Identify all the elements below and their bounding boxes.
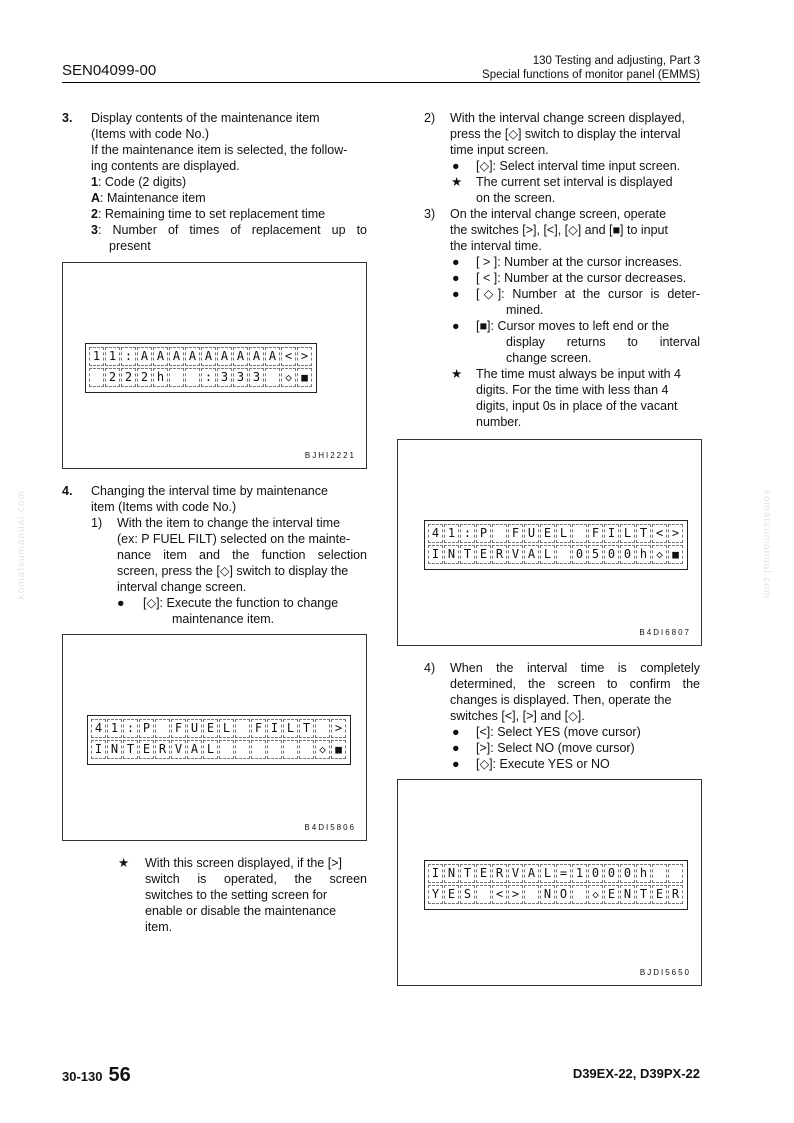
bullet-text: [ < ]: Number at the cursor decreases.	[476, 271, 687, 285]
lcd-cell: P	[476, 524, 491, 543]
step-4-number: 4)	[424, 661, 436, 675]
lcd-cell: T	[123, 740, 138, 759]
item-4-line: item (Items with code No.)	[91, 500, 237, 514]
bullet-icon: ●	[117, 596, 125, 610]
lcd-cell: :	[123, 719, 138, 738]
lcd-cell: T	[636, 524, 651, 543]
lcd-cell	[652, 864, 667, 883]
def-count-cont: present	[109, 239, 151, 253]
step-4	[424, 660, 700, 772]
step-4-line: When the interval time is completely	[450, 661, 700, 675]
step-4-bullet: ● [>]: Select NO (move cursor)	[450, 740, 700, 756]
lcd-cell	[283, 740, 298, 759]
bullet-text: [◇]: Execute the function to change	[143, 596, 339, 610]
bullet-text: display returns to interval	[506, 335, 700, 349]
lcd-cell	[155, 719, 170, 738]
lcd-cell: :	[201, 368, 216, 387]
lcd-cell: A	[249, 347, 264, 366]
lcd-cell: V	[508, 545, 523, 564]
step-3-star: ★ The time must always be input with 4 digits. For the time with less than 4 digits, input 0s in place of the vacant number.	[450, 366, 700, 430]
watermark-right: komatsumanual.com	[761, 490, 772, 600]
lcd-cell	[169, 368, 184, 387]
figure-display-contents	[62, 262, 367, 469]
bullet-text: change screen.	[506, 351, 592, 365]
step-1-line: (ex: P FUEL FILT) selected on the mainte-	[117, 532, 351, 546]
lcd-cell: >	[297, 347, 312, 366]
lcd-cell: N	[620, 885, 635, 904]
lcd-cell: A	[169, 347, 184, 366]
page-num: 56	[108, 1064, 131, 1086]
step-1-line: screen, press the [◇] switch to display the	[117, 564, 349, 578]
lcd-cell: <	[492, 885, 507, 904]
lcd-cell: L	[620, 524, 635, 543]
lcd-cell	[572, 885, 587, 904]
bullet-text: mined.	[506, 303, 544, 317]
lcd-cell: 2	[105, 368, 120, 387]
star-icon: ★	[118, 856, 130, 870]
bullet-text: [◇]: Number at the cursor is deter-	[476, 287, 700, 301]
star-icon: ★	[451, 175, 463, 189]
note-line: enable or disable the maintenance	[145, 904, 337, 918]
note-line: item.	[145, 920, 173, 934]
step-4-line: changes is displayed. Then, operate the	[450, 693, 672, 707]
step-1-bullet	[117, 595, 367, 627]
lcd-cell	[556, 545, 571, 564]
item-3-line: (Items with code No.)	[91, 127, 210, 141]
lcd-cell: :	[460, 524, 475, 543]
lcd-cell: A	[153, 347, 168, 366]
lcd-cell: I	[604, 524, 619, 543]
lcd-cell: E	[604, 885, 619, 904]
star-text: The current set interval is displayed	[476, 175, 673, 189]
lcd-cell: L	[556, 524, 571, 543]
lcd-cell: >	[668, 524, 683, 543]
lcd-cell: R	[492, 545, 507, 564]
lcd-cell: T	[460, 864, 475, 883]
lcd-screen	[424, 520, 688, 570]
lcd-cell	[299, 740, 314, 759]
lcd-cell: A	[187, 740, 202, 759]
model-name: D39EX-22, D39PX-22	[572, 1066, 700, 1081]
lcd-cell: 4	[428, 524, 443, 543]
lcd-cell: A	[185, 347, 200, 366]
lcd-cell: Y	[428, 885, 443, 904]
figure-code: BJDI5650	[639, 968, 691, 977]
lcd-row-1	[428, 524, 684, 545]
lcd-cell: L	[283, 719, 298, 738]
lcd-cell: R	[492, 864, 507, 883]
lcd-cell: F	[251, 719, 266, 738]
lcd-cell: F	[588, 524, 603, 543]
lcd-cell: A	[524, 864, 539, 883]
lcd-cell: U	[187, 719, 202, 738]
lcd-cell: h	[636, 864, 651, 883]
step-2-line: time input screen.	[450, 143, 549, 157]
lcd-cell: L	[203, 740, 218, 759]
lcd-cell: E	[444, 885, 459, 904]
lcd-cell: V	[171, 740, 186, 759]
bullet-text: maintenance item.	[172, 612, 275, 626]
lcd-cell: ■	[668, 545, 683, 564]
lcd-cell: 0	[604, 545, 619, 564]
lcd-cell: 0	[620, 545, 635, 564]
step-3-bullet: ● [◇]: Number at the cursor is deter- mined.	[452, 287, 700, 317]
header-section	[482, 54, 700, 82]
lcd-row-1	[91, 719, 347, 740]
bullet-text: [◇]: Execute YES or NO	[476, 757, 610, 771]
lcd-cell: O	[556, 885, 571, 904]
star-text: number.	[476, 415, 522, 429]
bullet-text: [<]: Select YES (move cursor)	[476, 725, 641, 739]
lcd-cell: S	[460, 885, 475, 904]
lcd-cell: 2	[121, 368, 136, 387]
step-1-line: nance item and the function selection	[117, 548, 367, 562]
lcd-cell: L	[540, 545, 555, 564]
step-1-line: With the item to change the interval time	[117, 516, 341, 530]
step-3-bullet: ● [■]: Cursor moves to left end or the display returns to interval change screen.	[452, 319, 700, 365]
lcd-cell: ◇	[315, 740, 330, 759]
lcd-cell: A	[201, 347, 216, 366]
lcd-cell: F	[171, 719, 186, 738]
lcd-cell: V	[508, 864, 523, 883]
lcd-cell: 1	[444, 524, 459, 543]
lcd-cell	[235, 719, 250, 738]
figure-interval-input	[397, 439, 702, 646]
star-text: digits. For the time with less than 4	[476, 383, 669, 397]
def-count: 3: Number of times of replacement up to	[91, 223, 367, 237]
lcd-cell: 1	[89, 347, 104, 366]
step-1	[91, 515, 367, 627]
lcd-cell	[315, 719, 330, 738]
lcd-cell: E	[476, 864, 491, 883]
lcd-cell: 3	[249, 368, 264, 387]
lcd-cell	[251, 740, 266, 759]
star-text: on the screen.	[476, 191, 556, 205]
lcd-cell: N	[444, 545, 459, 564]
lcd-row-2	[91, 740, 347, 761]
item-4-line: Changing the interval time by maintenance	[91, 484, 328, 498]
step-3-line: the interval time.	[450, 239, 542, 253]
step-2-line: With the interval change screen displayed,	[450, 111, 685, 125]
lcd-cell	[235, 740, 250, 759]
lcd-cell: A	[217, 347, 232, 366]
lcd-cell: L	[540, 864, 555, 883]
lcd-cell: I	[428, 545, 443, 564]
lcd-cell	[185, 368, 200, 387]
lcd-row-2	[428, 885, 684, 906]
lcd-cell: 2	[137, 368, 152, 387]
section-title: 130 Testing and adjusting, Part 3	[532, 55, 700, 67]
figure-code: B4DI5806	[304, 823, 356, 832]
header-rule	[62, 82, 700, 83]
star-text: digits, input 0s in place of the vacant	[476, 399, 678, 413]
step-4-line: determined, the screen to confirm the	[450, 677, 700, 691]
lcd-cell: A	[524, 545, 539, 564]
lcd-cell: F	[508, 524, 523, 543]
lcd-cell: :	[121, 347, 136, 366]
lcd-cell: E	[203, 719, 218, 738]
def-remaining: 2: Remaining time to set replacement time	[91, 207, 326, 221]
step-2-number: 2)	[424, 111, 436, 125]
lcd-cell: 1	[572, 864, 587, 883]
lcd-cell: I	[267, 719, 282, 738]
lcd-cell: I	[428, 864, 443, 883]
lcd-cell	[524, 885, 539, 904]
lcd-cell: 5	[588, 545, 603, 564]
lcd-cell: 1	[107, 719, 122, 738]
lcd-row-2	[428, 545, 684, 566]
lcd-row-1	[89, 347, 313, 368]
page-number	[62, 1064, 131, 1087]
step-3-bullet: ● [ < ]: Number at the cursor decreases.	[450, 270, 700, 286]
lcd-cell: T	[636, 885, 651, 904]
subsection-title: Special functions of monitor panel (EMMS)	[482, 69, 700, 81]
step-3	[424, 206, 700, 430]
lcd-cell: ■	[331, 740, 346, 759]
lcd-cell: N	[107, 740, 122, 759]
note-line: switches to the setting screen for	[145, 888, 328, 902]
lcd-screen	[87, 715, 351, 765]
step-3-bullet: ● [ > ]: Number at the cursor increases.	[450, 254, 700, 270]
step-2	[424, 110, 700, 430]
document-id: SEN04099-00	[62, 62, 157, 79]
lcd-row-1	[428, 864, 684, 885]
lcd-cell: T	[460, 545, 475, 564]
figure-code: BJHI2221	[304, 451, 356, 460]
lcd-cell	[476, 885, 491, 904]
lcd-cell: <	[652, 524, 667, 543]
figure-code: B4DI6807	[639, 628, 691, 637]
bullet-icon: ●	[452, 159, 460, 173]
lcd-cell	[267, 740, 282, 759]
step-3-number: 3)	[424, 207, 436, 221]
step-2-bullet	[450, 158, 700, 174]
lcd-cell: >	[331, 719, 346, 738]
step-2-star	[450, 174, 700, 206]
lcd-cell: E	[652, 885, 667, 904]
item-4	[62, 483, 367, 627]
note-line: switch is operated, the screen	[145, 872, 367, 886]
lcd-cell: N	[540, 885, 555, 904]
lcd-cell	[265, 368, 280, 387]
page-prefix: 30-130	[62, 1069, 103, 1084]
lcd-cell: 4	[91, 719, 106, 738]
lcd-cell: 0	[604, 864, 619, 883]
lcd-cell	[89, 368, 104, 387]
lcd-cell: A	[137, 347, 152, 366]
lcd-cell	[572, 524, 587, 543]
lcd-cell: h	[153, 368, 168, 387]
step-3-line: On the interval change screen, operate	[450, 207, 667, 221]
lcd-cell: E	[139, 740, 154, 759]
lcd-cell: P	[139, 719, 154, 738]
lcd-cell: =	[556, 864, 571, 883]
lcd-cell: 3	[233, 368, 248, 387]
item-3-line: If the maintenance item is selected, the follow-	[91, 143, 348, 157]
watermark-left: komatsumanual.com	[16, 490, 27, 600]
bullet-text: [■]: Cursor moves to left end or the	[476, 319, 670, 333]
bullet-text: [>]: Select NO (move cursor)	[476, 741, 635, 755]
lcd-cell: I	[91, 740, 106, 759]
lcd-cell: U	[524, 524, 539, 543]
star-text: The time must always be input with 4	[476, 367, 681, 381]
item-3-line: ing contents are displayed.	[91, 159, 240, 173]
step-4-bullet: ● [<]: Select YES (move cursor)	[450, 724, 700, 740]
lcd-cell: R	[668, 885, 683, 904]
item-3	[62, 110, 367, 254]
def-item: A: Maintenance item	[91, 191, 206, 205]
lcd-cell: N	[444, 864, 459, 883]
lcd-cell: <	[281, 347, 296, 366]
lcd-cell: 0	[620, 864, 635, 883]
lcd-cell: E	[476, 545, 491, 564]
star-note	[118, 855, 367, 935]
lcd-cell: 3	[217, 368, 232, 387]
bullet-text: [ > ]: Number at the cursor increases.	[476, 255, 682, 269]
lcd-cell: >	[508, 885, 523, 904]
lcd-cell: 0	[588, 864, 603, 883]
lcd-row-2	[89, 368, 313, 389]
lcd-cell	[668, 864, 683, 883]
figure-confirm-changes	[397, 779, 702, 986]
item-4-number: 4.	[62, 484, 73, 498]
item-3-number: 3.	[62, 111, 73, 125]
step-4-bullet: ● [◇]: Execute YES or NO	[450, 756, 700, 772]
lcd-cell: R	[155, 740, 170, 759]
lcd-cell: 0	[572, 545, 587, 564]
step-4-line: switches [<], [>] and [◇].	[450, 709, 585, 723]
lcd-cell: E	[540, 524, 555, 543]
lcd-cell: ◇	[281, 368, 296, 387]
step-2-line: press the [◇] switch to display the interval	[450, 127, 681, 141]
lcd-screen	[424, 860, 688, 910]
lcd-cell: ◇	[652, 545, 667, 564]
lcd-cell	[219, 740, 234, 759]
lcd-cell: 1	[105, 347, 120, 366]
lcd-cell	[492, 524, 507, 543]
lcd-cell: ■	[297, 368, 312, 387]
lcd-cell: A	[233, 347, 248, 366]
lcd-cell: h	[636, 545, 651, 564]
figure-interval-change	[62, 634, 367, 841]
lcd-cell: T	[299, 719, 314, 738]
def-code: 1: Code (2 digits)	[91, 175, 187, 189]
lcd-cell: ◇	[588, 885, 603, 904]
bullet-text: [◇]: Select interval time input screen.	[476, 159, 681, 173]
lcd-cell: L	[219, 719, 234, 738]
item-3-line: Display contents of the maintenance item	[91, 111, 320, 125]
note-line: With this screen displayed, if the [>]	[145, 856, 342, 870]
lcd-screen	[85, 343, 317, 393]
lcd-cell: A	[265, 347, 280, 366]
step-1-line: interval change screen.	[117, 580, 247, 594]
step-3-line: the switches [>], [<], [◇] and [■] to input	[450, 223, 668, 237]
step-1-number: 1)	[91, 516, 103, 530]
